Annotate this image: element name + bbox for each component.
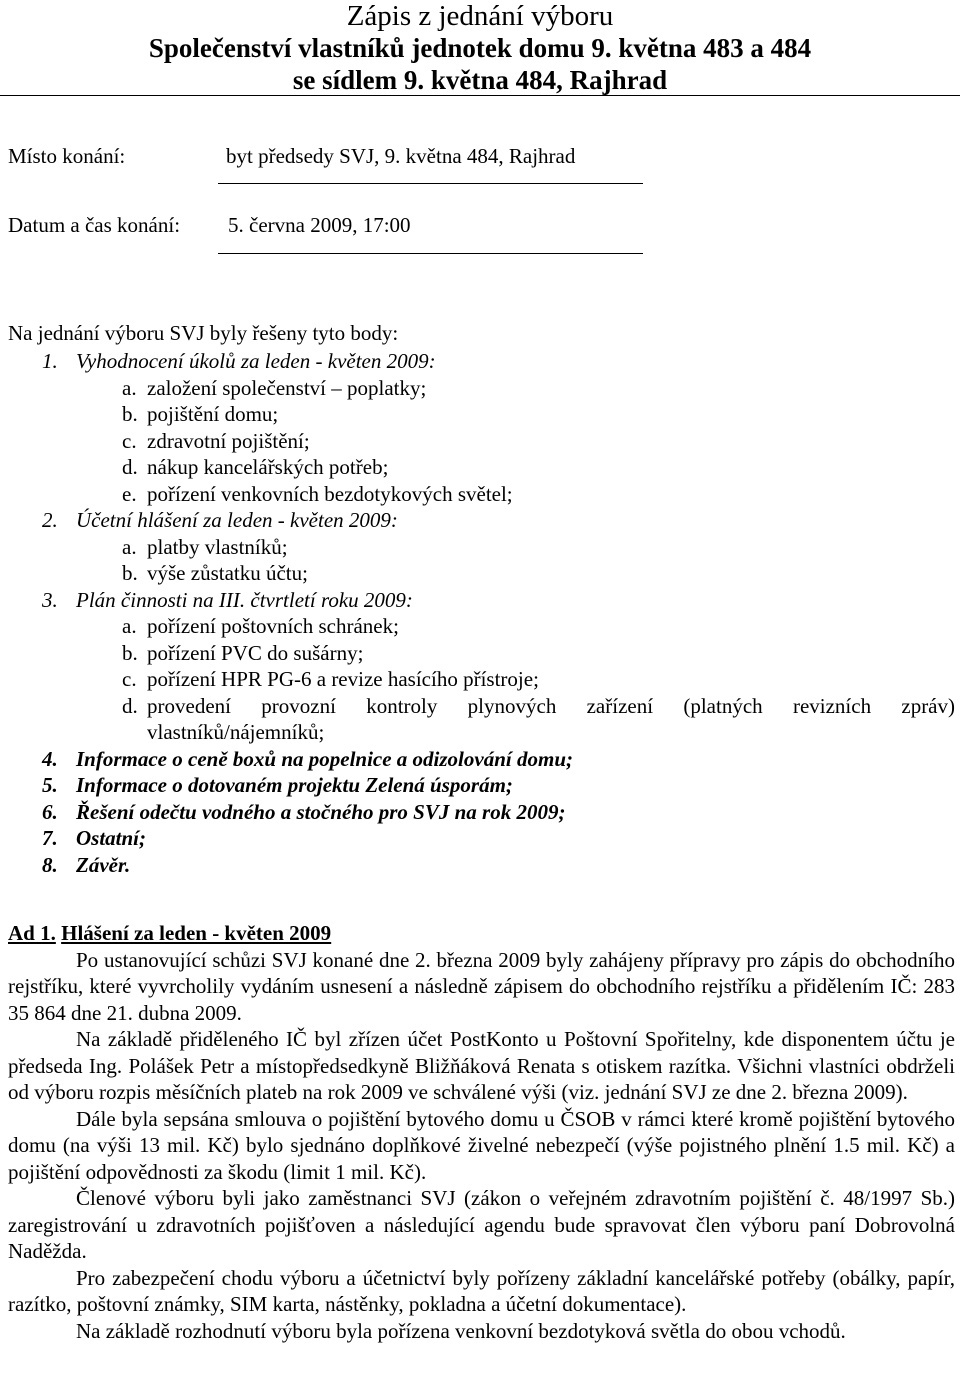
meeting-place-underline xyxy=(218,183,643,184)
list-item: e. pořízení venkovních bezdotykových světel; xyxy=(122,481,513,506)
list-item: c. pořízení HPR PG-6 a revize hasícího přístroje; xyxy=(122,667,539,691)
agenda-item-title: Účetní hlášení za leden - květen 2009: xyxy=(76,508,398,532)
agenda-item-8: 8. Závěr. xyxy=(42,852,131,877)
paragraph: Členové výboru byli jako zaměstnanci SVJ (zákon o veřejném zdravotním pojištění č. 48/1997 Sb.) zaregistrování u zdravotních pojišťoven a následující agendu bude spravovat člen výboru paní Dobrovolná Naděžda. xyxy=(8,1186,955,1263)
agenda-item-title: Řešení odečtu vodného a stočného pro SVJ na rok 2009; xyxy=(76,799,566,824)
agenda-item-1: 1. Vyhodnocení úkolů za leden - květen 2009: a. založení společenství – poplatky; b. pojištění domu; c. zdravotní pojištění; d. nákup kancelářských potřeb; e. pořízení venkovních bezdotykových světel; xyxy=(0,348,955,507)
agenda-item-7: 7. Ostatní; xyxy=(42,826,147,850)
list-item: a. založení společenství – poplatky; xyxy=(122,375,427,400)
paragraph: Dále byla sepsána smlouva o pojištění bytového domu u ČSOB v rámci které kromě pojištění bytového domu (na výši 13 mil. Kč) bylo sjednáno doplňkové živelné nebezpečí (výše pojistného plnění 1.5 mil. Kč) a pojištění odpovědnosti za škodu (limit 1 mil. Kč). xyxy=(8,1106,955,1184)
meeting-place-label: Místo konání: xyxy=(8,144,126,168)
list-item: b. výše zůstatku účtu; xyxy=(122,561,308,585)
meeting-date-underline xyxy=(218,253,643,254)
paragraph: Na základě přiděleného IČ byl zřízen účet PostKonto u Poštovní Spořitelny, kde disponentem účtu je předseda Ing. Polášek Petr a místopředsedkyně Bližňáková Renata s otiskem razítka. Všichni vlastníci obdrželi od výboru rozpis měsíčních plateb na rok 2009 ve schválené výši (viz. jednání SVJ ze dne 2. března 2009). xyxy=(8,1027,955,1104)
meeting-date-value: 5. června 2009, 17:00 xyxy=(228,213,411,237)
agenda-item-title: Závěr. xyxy=(76,852,131,877)
paragraph: Na základě rozhodnutí výboru byla pořízena venkovní bezdotyková světla do obou vchodů. xyxy=(76,1318,846,1343)
agenda-item-4: 4. Informace o ceně boxů na popelnice a odizolování domu; xyxy=(42,746,573,771)
agenda-item-title: Plán činnosti na III. čtvrtletí roku 2009: xyxy=(76,587,413,612)
section-title: Hlášení za leden - květen 2009 xyxy=(61,921,332,945)
agenda-item-5: 5. Informace o dotovaném projektu Zelená úsporám; xyxy=(42,773,513,797)
meeting-date-label: Datum a čas konání: xyxy=(8,213,181,237)
agenda-item-2: 2. Účetní hlášení za leden - květen 2009: a. platby vlastníků; b. výše zůstatku účtu; xyxy=(0,507,955,587)
list-item: b. pořízení PVC do sušárny; xyxy=(122,640,364,665)
agenda-list xyxy=(0,348,955,878)
meeting-place-value: byt předsedy SVJ, 9. května 484, Rajhrad xyxy=(226,144,576,168)
agenda-sublist xyxy=(0,375,955,508)
header-divider xyxy=(0,95,960,96)
document-subtitle: Společenství vlastníků jednotek domu 9. května 483 a 484 xyxy=(148,33,812,63)
agenda-intro: Na jednání výboru SVJ byly řešeny tyto body: xyxy=(8,321,399,345)
agenda-item-title: Ostatní; xyxy=(76,826,147,850)
paragraph: Pro zabezpečení chodu výboru a účetnictví byly pořízeny základní kancelářské potřeby (obálky, papír, razítko, poštovní známky, SIM karta, nástěnky, pokladna a účetní dokumentace). xyxy=(8,1265,955,1316)
agenda-sublist xyxy=(0,613,955,746)
agenda-item-title: Informace o ceně boxů na popelnice a odizolování domu; xyxy=(76,746,573,771)
section-prefix: Ad 1. xyxy=(8,921,56,945)
list-item: b. pojištění domu; xyxy=(122,402,279,426)
agenda-item-6: 6. Řešení odečtu vodného a stočného pro SVJ na rok 2009; xyxy=(42,799,566,824)
list-item: d. provedení provozní kontroly plynových zařízení (platných revizních zpráv) vlastníků/nájemníků; xyxy=(122,693,955,744)
paragraph: Po ustanovující schůzi SVJ konané dne 2. března 2009 byly zahájeny přípravy pro zápis do obchodního rejstříku, které vyvrcholily vydáním usnesení a následně zápisem do obchodního rejstříku a přidělením IČ: 283 35 864 dne 21. dubna 2009. xyxy=(8,947,955,1025)
list-item: c. zdravotní pojištění; xyxy=(122,428,310,453)
section-ad-1 xyxy=(8,920,955,1344)
agenda-item-3: 3. Plán činnosti na III. čtvrtletí roku 2009: a. pořízení poštovních schránek; b. pořízení PVC do sušárny; c. pořízení HPR PG-6 a revize hasícího přístroje; d. provedení provozní kontroly plynových zařízení (platných revizních zpráv) vlastníků/nájemníků; xyxy=(0,587,955,746)
agenda-sublist xyxy=(0,534,955,587)
agenda-item-title: Vyhodnocení úkolů za leden - květen 2009: xyxy=(76,349,436,373)
list-item: d. nákup kancelářských potřeb; xyxy=(122,455,389,479)
document-subtitle-address: se sídlem 9. května 484, Rajhrad xyxy=(292,65,668,95)
list-item: a. platby vlastníků; xyxy=(122,534,288,559)
agenda-item-title: Informace o dotovaném projektu Zelená úsporám; xyxy=(76,773,513,797)
document-title: Zápis z jednání výboru xyxy=(346,0,614,32)
list-item: a. pořízení poštovních schránek; xyxy=(122,614,399,638)
section-heading xyxy=(8,920,955,947)
